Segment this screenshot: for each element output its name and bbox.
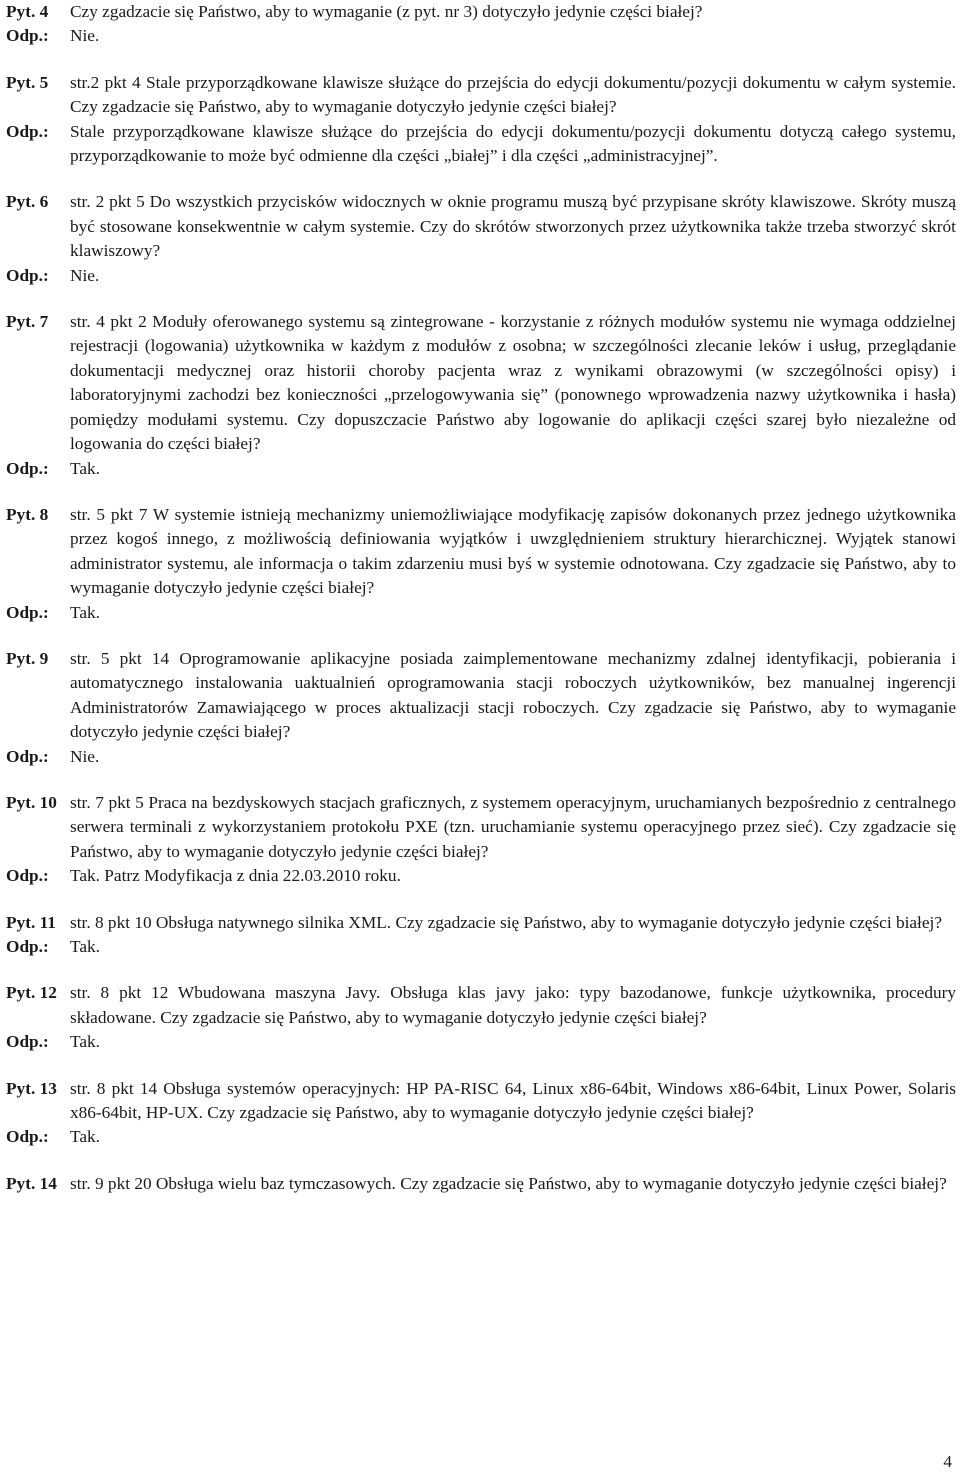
answer-text: Nie. bbox=[70, 265, 100, 285]
answer-text: Tak. bbox=[70, 937, 100, 956]
answer-text: Tak. bbox=[70, 602, 100, 622]
question-label: Pyt. 5 bbox=[6, 72, 49, 92]
question bbox=[6, 71, 956, 120]
question bbox=[6, 0, 956, 24]
answer-text: Tak. bbox=[70, 1127, 100, 1147]
question bbox=[6, 1172, 956, 1196]
question-label: Pyt. 7 bbox=[6, 312, 49, 332]
question-label: Pyt. 14 bbox=[6, 1173, 57, 1193]
answer bbox=[6, 24, 956, 48]
question-text: str. 8 pkt 12 Wbudowana maszyna Javy. Obsługa klas javy jako: typy bazodanowe, funkcje użytkownika, procedury składowane. Czy zgadzacie się Państwo, aby to wymaganie dotyczyło jedynie części białej? bbox=[70, 983, 956, 1027]
answer-text: Nie. bbox=[70, 746, 100, 766]
question-label: Pyt. 11 bbox=[6, 912, 56, 932]
qa-item-14 bbox=[6, 1172, 956, 1196]
answer-text: Nie. bbox=[70, 26, 100, 46]
question-text: str. 9 pkt 20 Obsługa wielu baz tymczasowych. Czy zgadzacie się Państwo, aby to wymaganie dotyczyło jedynie części białej? bbox=[70, 1173, 947, 1193]
question bbox=[6, 190, 956, 263]
qa-item-8 bbox=[6, 503, 956, 625]
answer-label: Odp.: bbox=[6, 458, 49, 478]
answer-text: Tak. bbox=[70, 458, 100, 478]
question-text: str. 7 pkt 5 Praca na bezdyskowych stacjach graficznych, z systemem operacyjnym, uruchamianych bezpośrednio z centralnego serwera terminali z wykorzystaniem protokołu PXE (tzn. uruchamianie systemu operacyjnego przez sieć). Czy zgadzacie się Państwo, aby to wymaganie dotyczyło jedynie części białej? bbox=[70, 792, 956, 861]
question-text: str. 8 pkt 10 Obsługa natywnego silnika XML. Czy zgadzacie się Państwo, aby to wymaganie dotyczyło jedynie części białej? bbox=[70, 912, 942, 932]
qa-item-10 bbox=[6, 791, 956, 889]
question-label: Pyt. 10 bbox=[6, 792, 57, 812]
question-text: str. 4 pkt 2 Moduły oferowanego systemu są zintegrowane - korzystanie z różnych modułów systemu nie wymaga oddzielnej rejestracji (logowania) użytkownika w każdym z modułów z osobna; w szczególności zlecanie leków i usług, przeglądanie dokumentacji medycznej oraz historii choroby pacjenta wraz z wynikami obrazowymi (w szczególności opisy) i laboratoryjnymi zachodzi bez konieczności „przelogowywania się” (ponownego wprowadzenia nazwy użytkownika i hasła) pomiędzy modułami systemu. Czy dopuszczacie Państwo aby logowanie do aplikacji części szarej było niezależne od logowania do części białej? bbox=[70, 312, 956, 454]
qa-item-12 bbox=[6, 981, 956, 1054]
answer bbox=[6, 120, 956, 169]
qa-item-5 bbox=[6, 71, 956, 169]
answer bbox=[6, 864, 956, 888]
question-label: Pyt. 13 bbox=[6, 1078, 57, 1098]
question-label: Pyt. 6 bbox=[6, 192, 49, 212]
answer-label: Odp.: bbox=[6, 1127, 49, 1147]
question-text: str. 8 pkt 14 Obsługa systemów operacyjnych: HP PA-RISC 64, Linux x86-64bit, Windows x86-64bit, Linux Power, Solaris x86-64bit, HP-UX. Czy zgadzacie się Państwo, aby to wymaganie dotyczyło jedynie części białej? bbox=[70, 1078, 956, 1123]
qa-item-13 bbox=[6, 1077, 956, 1150]
question-label: Pyt. 9 bbox=[6, 648, 49, 668]
answer-label: Odp.: bbox=[6, 866, 49, 886]
question-label: Pyt. 12 bbox=[6, 983, 57, 1003]
qa-item-6 bbox=[6, 190, 956, 288]
question-text: str. 5 pkt 7 W systemie istnieją mechanizmy uniemożliwiające modyfikację zapisów dokonanych przez jednego użytkownika przez kogoś innego, z możliwością definiowania wyjątków i uwzględnieniem struktury hierarchicznej. Wyjątek stanowi administrator systemu, ale informacja o takim zdarzeniu musi byś w systemie odnotowana. Czy zgadzacie się Państwo, aby to wymaganie dotyczyło jedynie części białej? bbox=[70, 504, 956, 598]
answer bbox=[6, 935, 956, 959]
answer-text: Tak. Patrz Modyfikacja z dnia 22.03.2010 roku. bbox=[70, 866, 401, 886]
question-text: Czy zgadzacie się Państwo, aby to wymaganie (z pyt. nr 3) dotyczyło jedynie części białej? bbox=[70, 2, 703, 21]
question-text: str. 5 pkt 14 Oprogramowanie aplikacyjne posiada zaimplementowane mechanizmy zdalnej identyfikacji, pobierania i automatycznego instalowania uaktualnień oprogramowania stacji roboczych użytkowników, bez manualnej ingerencji Administratorów Zamawiającego w proces aktualizacji stacji roboczych. Czy zgadzacie się Państwo, aby to wymaganie dotyczyło jedynie części białej? bbox=[70, 648, 956, 742]
answer-label: Odp.: bbox=[6, 1032, 49, 1052]
answer-label: Odp.: bbox=[6, 265, 49, 285]
question bbox=[6, 981, 956, 1030]
answer bbox=[6, 601, 956, 625]
answer-text: Stale przyporządkowane klawisze służące do przejścia do edycji dokumentu/pozycji dokumentu dotyczą całego systemu, przyporządkowanie to może być odmienne dla części „białej” i dla części „administracyjnej”. bbox=[70, 121, 956, 166]
answer-label: Odp.: bbox=[6, 746, 49, 766]
question bbox=[6, 791, 956, 864]
question bbox=[6, 503, 956, 601]
answer bbox=[6, 745, 956, 769]
question bbox=[6, 1077, 956, 1126]
qa-item-11 bbox=[6, 911, 956, 960]
answer bbox=[6, 457, 956, 481]
answer bbox=[6, 1030, 956, 1054]
question-label: Pyt. 8 bbox=[6, 504, 49, 524]
question bbox=[6, 647, 956, 745]
page-number: 4 bbox=[943, 1452, 952, 1471]
answer bbox=[6, 264, 956, 288]
answer-label: Odp.: bbox=[6, 26, 49, 46]
answer-label: Odp.: bbox=[6, 937, 49, 956]
answer-label: Odp.: bbox=[6, 121, 49, 141]
question bbox=[6, 911, 956, 935]
qa-item-7 bbox=[6, 310, 956, 481]
answer-text: Tak. bbox=[70, 1032, 100, 1052]
answer bbox=[6, 1125, 956, 1149]
document-page bbox=[6, 0, 956, 1196]
answer-label: Odp.: bbox=[6, 602, 49, 622]
question bbox=[6, 310, 956, 456]
question-text: str. 2 pkt 5 Do wszystkich przycisków widocznych w oknie programu muszą być przypisane skróty klawiszowe. Skróty muszą być stosowane konsekwentnie w całym systemie. Czy do skrótów stworzonych przez użytkownika także trzeba stworzyć skrót klawiszowy? bbox=[70, 192, 956, 261]
qa-item-4 bbox=[6, 0, 956, 49]
question-label: Pyt. 4 bbox=[6, 2, 49, 21]
qa-item-9 bbox=[6, 647, 956, 769]
question-text: str.2 pkt 4 Stale przyporządkowane klawisze służące do przejścia do edycji dokumentu/pozycji dokumentu w całym systemie. Czy zgadzacie się Państwo, aby to wymaganie dotyczyło jedynie części białej? bbox=[70, 72, 956, 117]
